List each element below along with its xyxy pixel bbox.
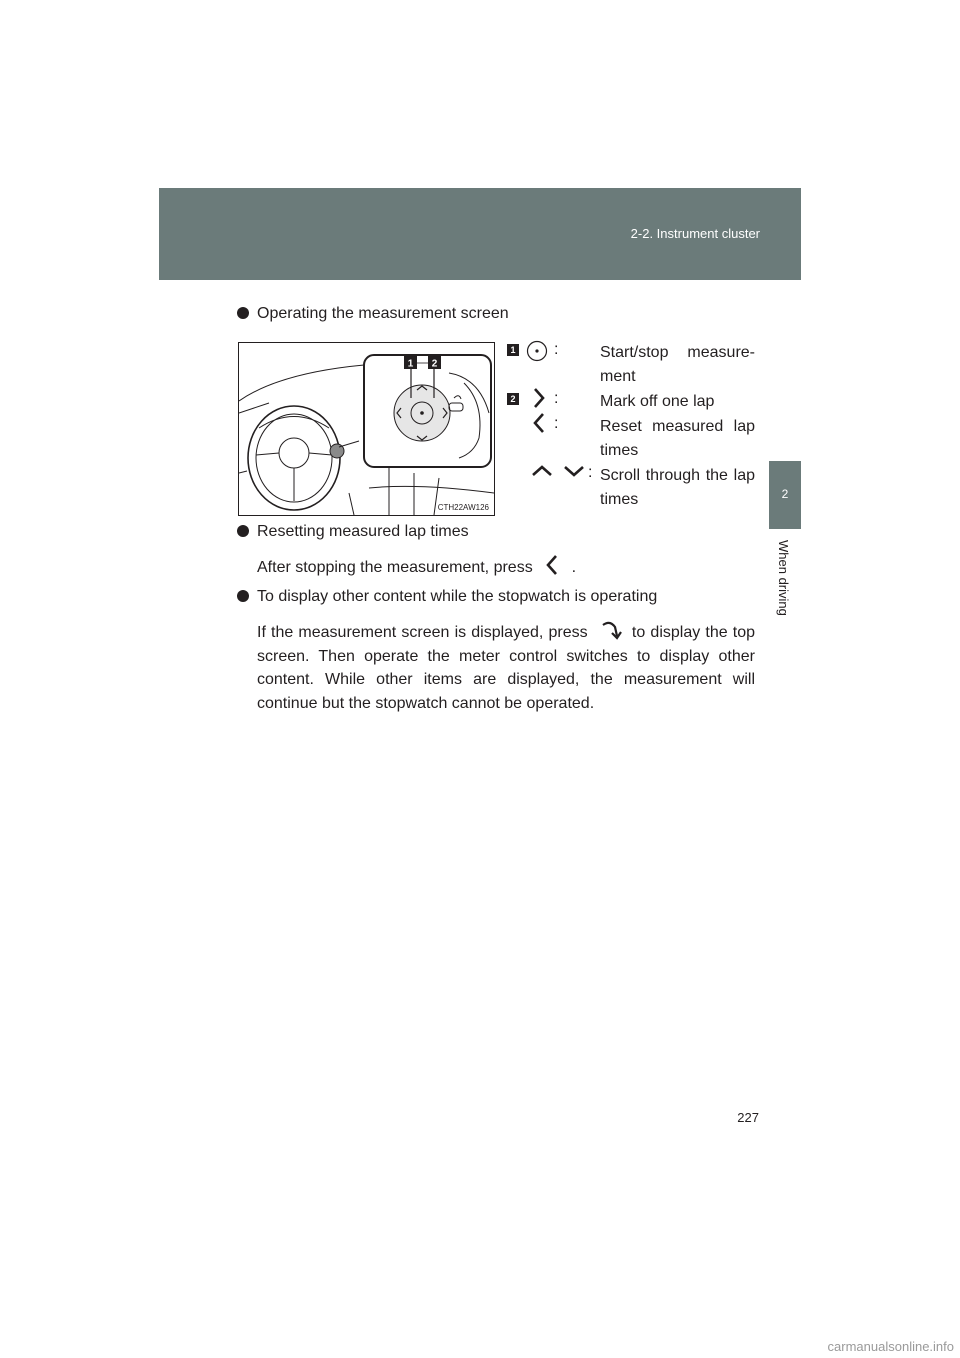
legend-number-2: 2 xyxy=(507,393,519,405)
section-header xyxy=(159,188,801,280)
chapter-tab xyxy=(769,461,801,529)
chapter-label: When driving xyxy=(776,540,791,616)
center-dot-icon xyxy=(526,340,548,362)
steering-wheel-figure xyxy=(238,342,495,516)
bullet-resetting-text: Resetting measured lap times xyxy=(257,523,469,540)
bullet-icon xyxy=(237,307,249,319)
legend-colon-3: : xyxy=(554,415,559,432)
bullet-icon xyxy=(237,525,249,537)
return-arrow-icon xyxy=(593,619,627,641)
legend-desc-2: Mark off one lap xyxy=(600,393,715,410)
legend-colon-2: : xyxy=(554,390,559,407)
bullet-other-text: To display other content while the stopwatch is operating xyxy=(257,588,658,605)
down-chevron-icon xyxy=(562,462,586,480)
right-chevron-icon xyxy=(531,387,547,409)
other-text-before: If the measurement screen is displayed, press xyxy=(257,624,588,641)
callout-1-label: 1 xyxy=(407,358,414,370)
bullet-icon xyxy=(237,590,249,602)
legend-number-1: 1 xyxy=(507,344,519,356)
bullet-resetting xyxy=(237,523,469,541)
other-text-after: to display the top screen. Then operate the meter control switches to display other content. While other items are displayed, the measurement will continue but the stopwatch cannot be operated. xyxy=(257,624,756,712)
bullet-operating-text: Operating the measurement screen xyxy=(257,305,509,322)
other-paragraph xyxy=(257,619,755,715)
resetting-text-before: After stopping the measurement, press xyxy=(257,559,533,576)
legend-desc-3: Reset measured lap times xyxy=(600,418,755,459)
legend-desc-4: Scroll through the lap times xyxy=(600,467,755,508)
bullet-operating xyxy=(237,305,509,323)
chapter-number: 2 xyxy=(781,487,789,501)
page-number: 227 xyxy=(737,1110,759,1125)
legend-colon-4: : xyxy=(588,464,593,481)
callout-2-label: 2 xyxy=(431,358,438,370)
steering-wheel-illustration xyxy=(239,343,494,515)
left-chevron-icon xyxy=(537,554,567,576)
legend-colon-1: : xyxy=(554,341,559,358)
bullet-other xyxy=(237,588,657,606)
watermark: carmanualsonline.info xyxy=(827,1339,954,1354)
left-chevron-icon xyxy=(531,412,547,434)
up-chevron-icon xyxy=(530,462,554,480)
figure-code: CTH22AW126 xyxy=(437,503,489,512)
legend-desc-1: Start/stop measure-ment xyxy=(600,344,755,385)
section-title: 2-2. Instrument cluster xyxy=(630,226,760,241)
resetting-paragraph xyxy=(257,554,576,580)
resetting-text-after: . xyxy=(571,559,577,576)
